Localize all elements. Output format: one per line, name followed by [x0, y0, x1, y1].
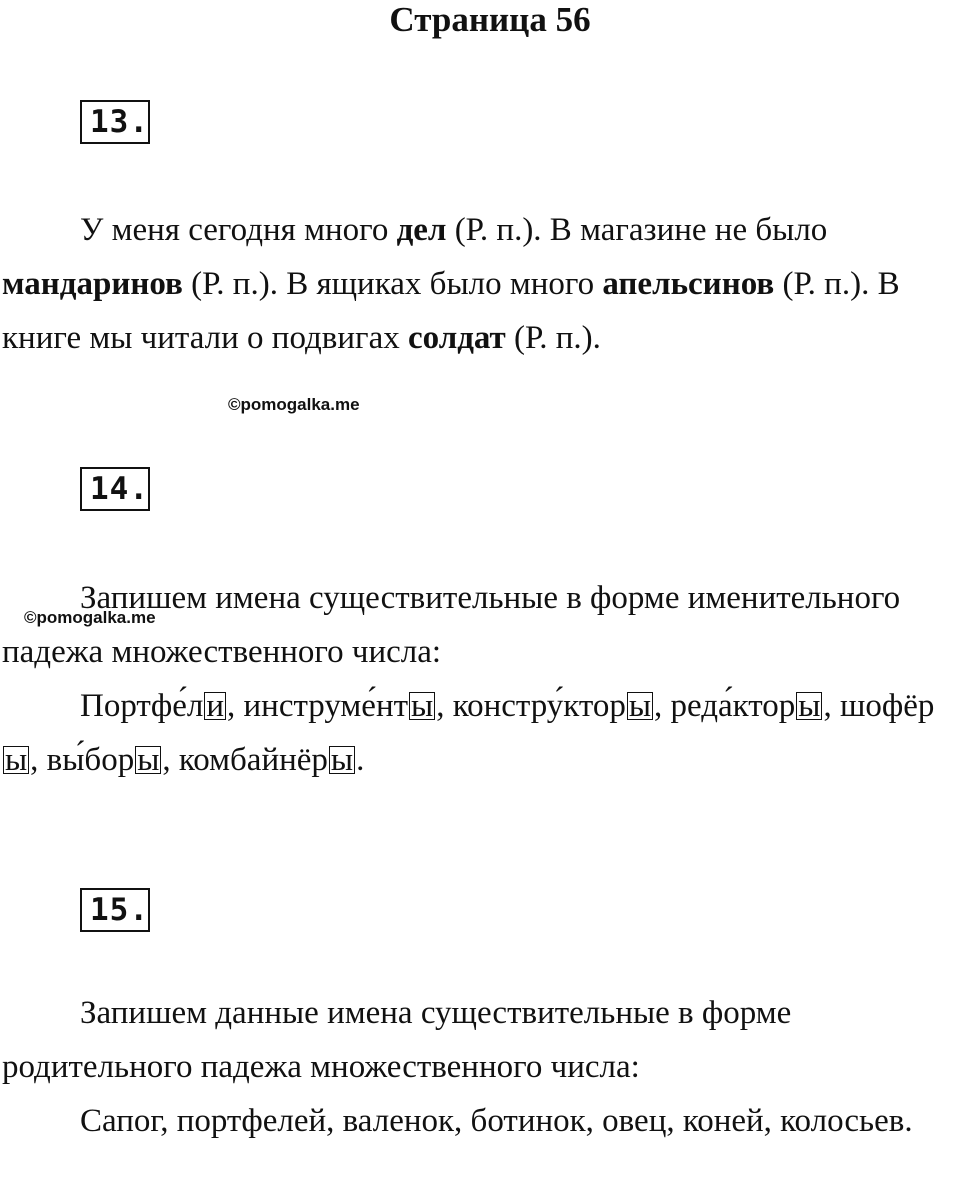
task-13-answer: [2, 203, 960, 365]
bold-word-soldat: солдат: [407, 320, 506, 356]
word-stem: шофёр: [839, 688, 935, 724]
word: [47, 742, 179, 778]
intro-text: Запишем имена существительные в форме именительного падежа множественного числа:: [2, 580, 901, 670]
task-number-13: [80, 100, 150, 144]
task-number-dot: .: [129, 104, 148, 140]
text-run: (Р. п.).: [505, 320, 601, 356]
task-number-text: 13: [90, 104, 130, 140]
word-ending-box: ы: [5, 742, 28, 778]
separator: ,: [823, 688, 840, 724]
bold-word-apelsinov: апельсинов: [602, 266, 775, 302]
text-run: У меня сегодня много: [80, 212, 397, 248]
word-stem: инструме́нт: [243, 688, 409, 724]
text-run: (Р. п.). В ящиках было много: [182, 266, 603, 302]
text-run: (Р. п.). В книге мы читали о подвигах: [2, 266, 900, 356]
word-ending-box: ы: [411, 688, 434, 724]
word-ending-box: ы: [798, 688, 821, 724]
word-stem: реда́ктор: [670, 688, 796, 724]
task-number-dot: .: [129, 892, 148, 928]
bold-word-del: дел: [396, 212, 447, 248]
separator: ,: [162, 742, 179, 778]
task-number-14: [80, 467, 150, 511]
watermark: ©pomogalka.me: [24, 608, 156, 627]
word-ending-box: ы: [330, 742, 354, 778]
watermark: ©pomogalka.me: [228, 395, 360, 414]
word-ending-box: и: [206, 688, 224, 724]
word: [80, 688, 244, 724]
task-number-text: 15: [90, 892, 130, 928]
word-ending-box: ы: [137, 742, 160, 778]
word: [453, 688, 671, 724]
separator: .: [356, 742, 365, 778]
separator: ,: [654, 688, 671, 724]
text-run: (Р. п.). В магазине не было: [446, 212, 828, 248]
word-stem: Портфе́л: [80, 688, 204, 724]
task-number-dot: .: [129, 471, 148, 507]
word-stem: констру́ктор: [452, 688, 626, 724]
word: [179, 742, 364, 778]
word-ending-box: ы: [628, 688, 652, 724]
separator: ,: [227, 688, 244, 724]
word-stem: вы́бор: [46, 742, 135, 778]
bold-word-mandarinov: мандаринов: [2, 266, 183, 302]
separator: ,: [436, 688, 453, 724]
answer-text: Сапог, портфелей, валенок, ботинок, овец, коней, колосьев.: [80, 1103, 913, 1139]
task-14-answer: [2, 571, 960, 787]
word-stem: комбайнёр: [178, 742, 328, 778]
word: [671, 688, 840, 724]
separator: ,: [30, 742, 47, 778]
page-title: Страница 56: [389, 0, 591, 39]
task-number-15: [80, 888, 150, 932]
task-14-words: [2, 679, 960, 787]
task-15-answer: [2, 986, 960, 1148]
task-number-text: 14: [90, 471, 130, 507]
task-15-words: [2, 1094, 960, 1148]
word: [244, 688, 453, 724]
task-15-intro: [2, 986, 960, 1094]
intro-text: Запишем данные имена существительные в форме родительного падежа множественного числа:: [2, 995, 792, 1085]
